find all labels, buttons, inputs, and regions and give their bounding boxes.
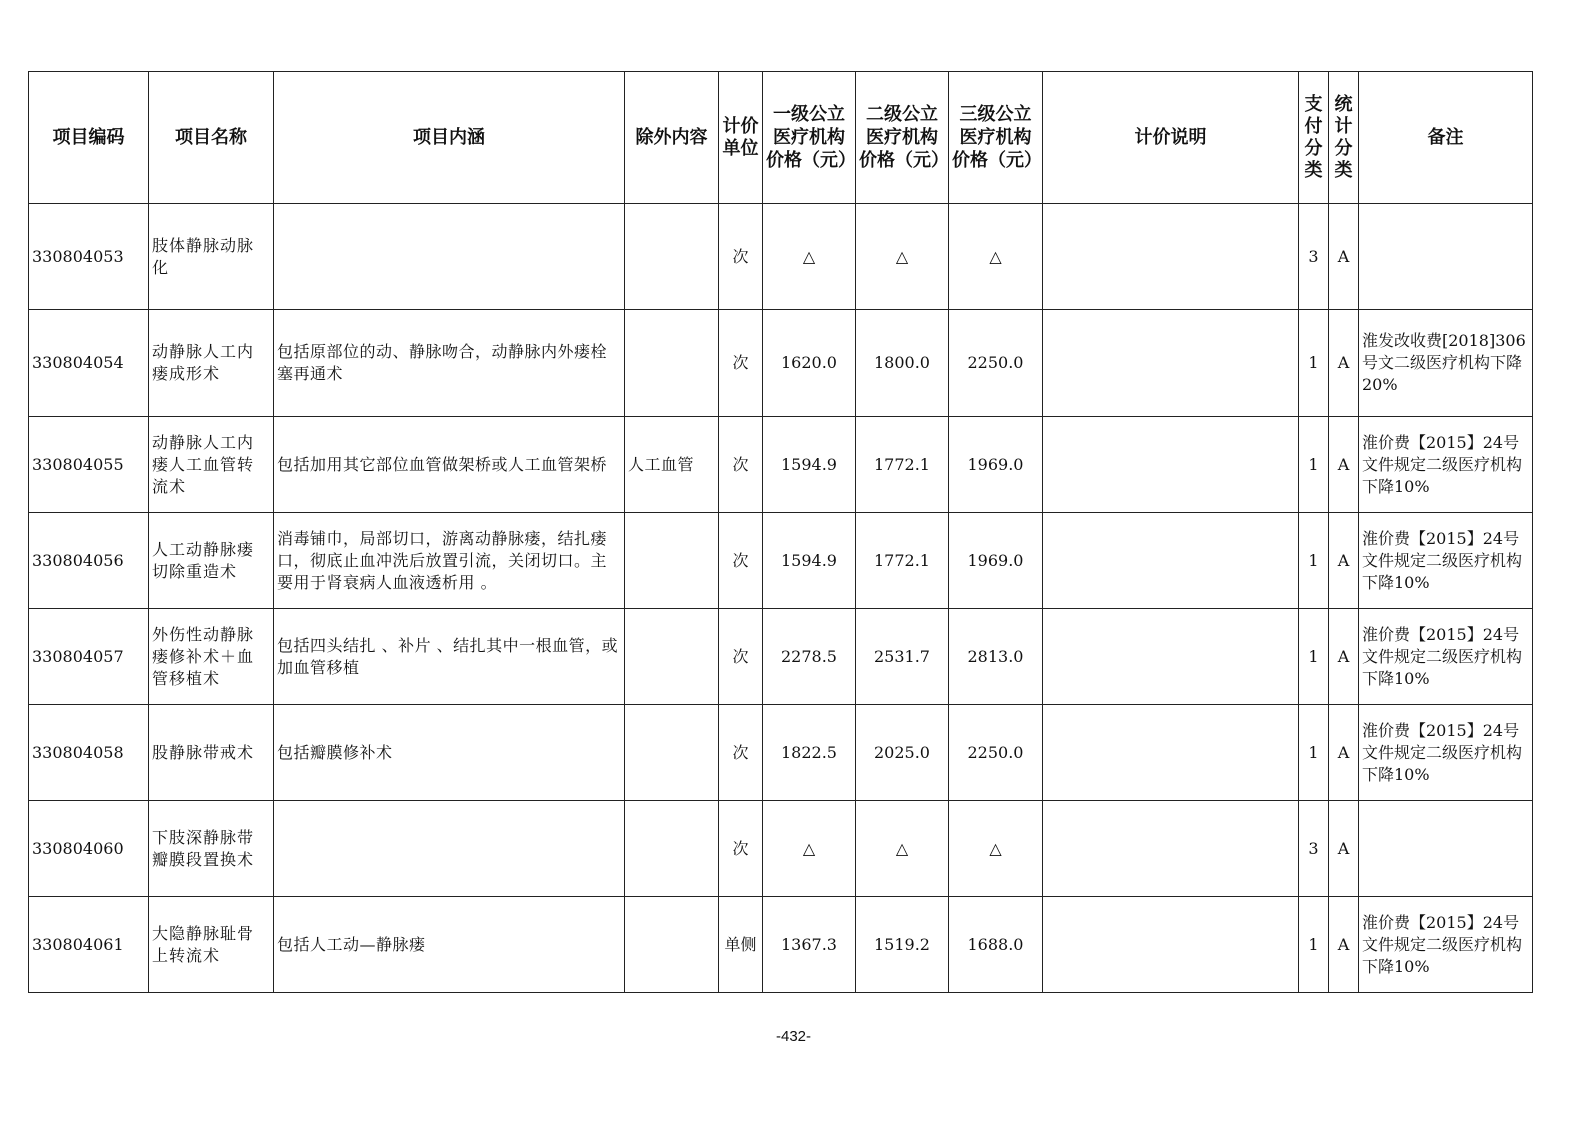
header-price-level2: 二级公立医疗机构价格（元） xyxy=(856,72,949,204)
header-pricing-note: 计价说明 xyxy=(1043,72,1299,204)
cell-excluded xyxy=(625,801,719,897)
cell-name: 动静脉人工内瘘成形术 xyxy=(149,310,274,417)
cell-unit: 次 xyxy=(719,417,763,513)
cell-name: 大隐静脉耻骨上转流术 xyxy=(149,897,274,993)
table-row xyxy=(29,609,1533,705)
cell-price-level3: △ xyxy=(949,801,1043,897)
cell-code: 330804056 xyxy=(29,513,149,609)
cell-unit: 次 xyxy=(719,513,763,609)
cell-payment: 3 xyxy=(1299,801,1329,897)
cell-pricing-note xyxy=(1043,705,1299,801)
table-row xyxy=(29,310,1533,417)
cell-price-level3: 1969.0 xyxy=(949,513,1043,609)
cell-name: 动静脉人工内瘘人工血管转流术 xyxy=(149,417,274,513)
page-number: -432- xyxy=(775,1028,812,1045)
cell-unit: 单侧 xyxy=(719,897,763,993)
table-row xyxy=(29,204,1533,310)
cell-content: 包括原部位的动、静脉吻合，动静脉内外瘘栓塞再通术 xyxy=(274,310,625,417)
cell-pricing-note xyxy=(1043,417,1299,513)
cell-price-level3: △ xyxy=(949,204,1043,310)
cell-stat: A xyxy=(1329,310,1359,417)
cell-code: 330804057 xyxy=(29,609,149,705)
cell-unit: 次 xyxy=(719,310,763,417)
cell-pricing-note xyxy=(1043,204,1299,310)
cell-price-level2: 1772.1 xyxy=(856,513,949,609)
cell-payment: 3 xyxy=(1299,204,1329,310)
cell-excluded xyxy=(625,310,719,417)
cell-unit: 次 xyxy=(719,204,763,310)
cell-price-level3: 2250.0 xyxy=(949,310,1043,417)
cell-content: 包括四头结扎 、补片 、结扎其中一根血管，或加血管移植 xyxy=(274,609,625,705)
cell-remark: 淮价费【2015】24号文件规定二级医疗机构下降10% xyxy=(1359,609,1533,705)
cell-pricing-note xyxy=(1043,513,1299,609)
cell-unit: 次 xyxy=(719,801,763,897)
cell-price-level3: 1688.0 xyxy=(949,897,1043,993)
cell-price-level2: 2025.0 xyxy=(856,705,949,801)
cell-name: 人工动静脉瘘切除重造术 xyxy=(149,513,274,609)
table-row xyxy=(29,705,1533,801)
cell-payment: 1 xyxy=(1299,310,1329,417)
cell-stat: A xyxy=(1329,513,1359,609)
price-table xyxy=(28,71,1533,993)
table-row xyxy=(29,417,1533,513)
cell-payment: 1 xyxy=(1299,705,1329,801)
cell-pricing-note xyxy=(1043,801,1299,897)
cell-pricing-note xyxy=(1043,609,1299,705)
header-unit: 计价单位 xyxy=(719,72,763,204)
cell-code: 330804054 xyxy=(29,310,149,417)
cell-stat: A xyxy=(1329,609,1359,705)
cell-price-level1: 2278.5 xyxy=(763,609,856,705)
cell-stat: A xyxy=(1329,897,1359,993)
header-name: 项目名称 xyxy=(149,72,274,204)
cell-content: 包括瓣膜修补术 xyxy=(274,705,625,801)
cell-payment: 1 xyxy=(1299,513,1329,609)
cell-price-level1: 1367.3 xyxy=(763,897,856,993)
header-code: 项目编码 xyxy=(29,72,149,204)
cell-stat: A xyxy=(1329,204,1359,310)
cell-excluded xyxy=(625,204,719,310)
cell-price-level3: 2813.0 xyxy=(949,609,1043,705)
header-price-level3: 三级公立医疗机构价格（元） xyxy=(949,72,1043,204)
cell-payment: 1 xyxy=(1299,417,1329,513)
cell-price-level3: 1969.0 xyxy=(949,417,1043,513)
header-row xyxy=(29,72,1533,204)
cell-remark xyxy=(1359,204,1533,310)
header-price-level1: 一级公立医疗机构价格（元） xyxy=(763,72,856,204)
cell-code: 330804058 xyxy=(29,705,149,801)
cell-name: 下肢深静脉带瓣膜段置换术 xyxy=(149,801,274,897)
cell-excluded xyxy=(625,609,719,705)
cell-name: 外伤性动静脉瘘修补术＋血管移植术 xyxy=(149,609,274,705)
cell-price-level1: △ xyxy=(763,204,856,310)
cell-content xyxy=(274,204,625,310)
table-row xyxy=(29,801,1533,897)
header-content: 项目内涵 xyxy=(274,72,625,204)
cell-unit: 次 xyxy=(719,705,763,801)
table-body xyxy=(29,204,1533,993)
cell-price-level1: 1822.5 xyxy=(763,705,856,801)
cell-code: 330804055 xyxy=(29,417,149,513)
cell-price-level1: 1594.9 xyxy=(763,417,856,513)
cell-remark: 淮发改收费[2018]306号文二级医疗机构下降20% xyxy=(1359,310,1533,417)
cell-stat: A xyxy=(1329,705,1359,801)
cell-remark: 淮价费【2015】24号文件规定二级医疗机构下降10% xyxy=(1359,417,1533,513)
cell-excluded xyxy=(625,897,719,993)
cell-pricing-note xyxy=(1043,310,1299,417)
cell-remark: 淮价费【2015】24号文件规定二级医疗机构下降10% xyxy=(1359,897,1533,993)
cell-payment: 1 xyxy=(1299,609,1329,705)
header-stat: 统计分类 xyxy=(1329,72,1359,204)
cell-payment: 1 xyxy=(1299,897,1329,993)
cell-price-level1: 1594.9 xyxy=(763,513,856,609)
cell-code: 330804053 xyxy=(29,204,149,310)
table-row xyxy=(29,513,1533,609)
cell-excluded: 人工血管 xyxy=(625,417,719,513)
cell-code: 330804060 xyxy=(29,801,149,897)
header-excluded: 除外内容 xyxy=(625,72,719,204)
cell-remark: 淮价费【2015】24号文件规定二级医疗机构下降10% xyxy=(1359,705,1533,801)
table-row xyxy=(29,897,1533,993)
cell-price-level1: △ xyxy=(763,801,856,897)
header-payment: 支付分类 xyxy=(1299,72,1329,204)
cell-price-level2: 1772.1 xyxy=(856,417,949,513)
cell-stat: A xyxy=(1329,417,1359,513)
cell-content: 消毒铺巾，局部切口，游离动静脉瘘，结扎瘘口，彻底止血冲洗后放置引流，关闭切口。主要用于肾衰病人血液透析用 。 xyxy=(274,513,625,609)
header-remark: 备注 xyxy=(1359,72,1533,204)
cell-excluded xyxy=(625,513,719,609)
cell-price-level2: 1800.0 xyxy=(856,310,949,417)
cell-price-level2: 2531.7 xyxy=(856,609,949,705)
cell-code: 330804061 xyxy=(29,897,149,993)
cell-content: 包括人工动—静脉瘘 xyxy=(274,897,625,993)
cell-price-level2: △ xyxy=(856,204,949,310)
cell-remark xyxy=(1359,801,1533,897)
cell-excluded xyxy=(625,705,719,801)
cell-price-level3: 2250.0 xyxy=(949,705,1043,801)
cell-stat: A xyxy=(1329,801,1359,897)
cell-pricing-note xyxy=(1043,897,1299,993)
cell-unit: 次 xyxy=(719,609,763,705)
cell-content xyxy=(274,801,625,897)
cell-name: 股静脉带戒术 xyxy=(149,705,274,801)
cell-price-level2: 1519.2 xyxy=(856,897,949,993)
cell-content: 包括加用其它部位血管做架桥或人工血管架桥 xyxy=(274,417,625,513)
cell-remark: 淮价费【2015】24号文件规定二级医疗机构下降10% xyxy=(1359,513,1533,609)
cell-price-level1: 1620.0 xyxy=(763,310,856,417)
cell-price-level2: △ xyxy=(856,801,949,897)
cell-name: 肢体静脉动脉化 xyxy=(149,204,274,310)
